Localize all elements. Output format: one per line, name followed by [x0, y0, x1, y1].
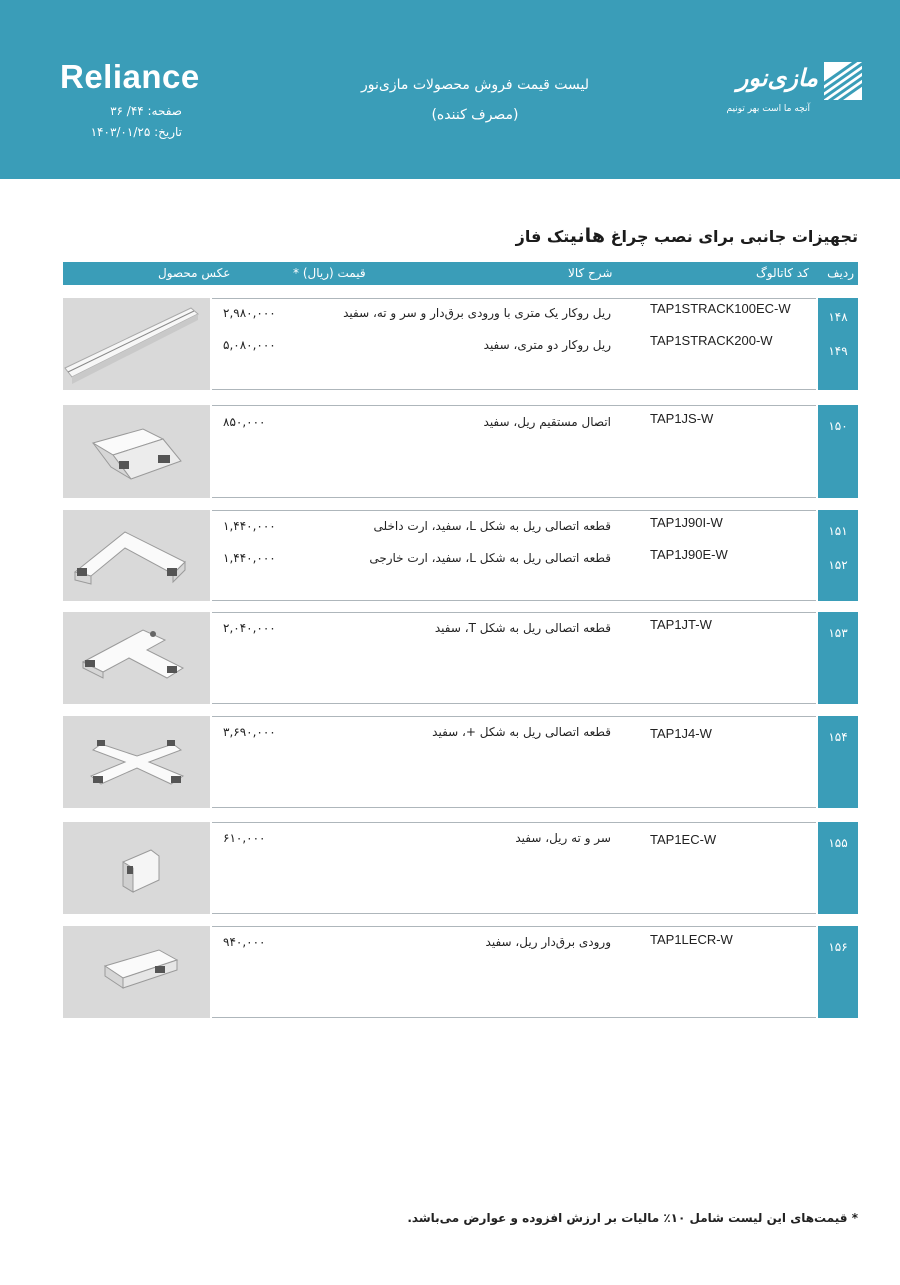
- product-group: [63, 822, 858, 914]
- row-number-cell: ۱۵۰: [828, 419, 848, 433]
- price-cell: ۹۴۰,۰۰۰: [223, 935, 266, 949]
- header-description: شرح کالا: [568, 266, 613, 280]
- page-info: [62, 101, 182, 143]
- table-header: [63, 262, 858, 285]
- product-group: [63, 926, 858, 1018]
- logo-wordmark: مازی‌نور: [736, 64, 818, 92]
- header-price: قیمت (ریال) *: [293, 266, 366, 280]
- section-title-prefix: تجهیزات جانبی برای نصب چراغ: [610, 227, 858, 246]
- product-group: [63, 405, 858, 498]
- section-title: [516, 225, 858, 247]
- catalog-code-cell: TAP1J90I-W: [650, 515, 723, 530]
- price-cell: ۲,۹۸۰,۰۰۰: [223, 306, 276, 320]
- company-logo: [722, 60, 862, 120]
- table-row: [63, 411, 858, 435]
- description-cell: ورودی برق‌دار ریل، سفید: [485, 935, 611, 949]
- catalog-code-cell: TAP1J90E-W: [650, 547, 728, 562]
- logo-mark-icon: [824, 62, 862, 100]
- document-title-line2: (مصرف کننده): [431, 107, 519, 123]
- table-row: [63, 617, 858, 641]
- table-row: [63, 333, 858, 358]
- document-date: تاریخ: ۱۴۰۳/۰۱/۲۵: [90, 125, 182, 139]
- price-cell: ۱,۴۴۰,۰۰۰: [223, 519, 276, 533]
- price-cell: ۳,۶۹۰,۰۰۰: [223, 725, 276, 739]
- catalog-code-cell: TAP1STRACK100EC-W: [650, 301, 791, 316]
- product-group: [63, 510, 858, 601]
- description-cell: قطعه اتصالی ریل به شکل +، سفید: [432, 725, 611, 739]
- table-row: [63, 515, 858, 539]
- product-group: [63, 612, 858, 704]
- catalog-code-cell: TAP1JS-W: [650, 411, 714, 426]
- page-number: صفحه: ۴۴/ ۳۶: [110, 104, 182, 118]
- description-cell: قطعه اتصالی ریل به شکل T، سفید: [434, 621, 611, 635]
- description-cell: ریل روکار یک متری با ورودی برق‌دار و سر و ته، سفید: [343, 306, 611, 320]
- logo-tagline: آنچه ما است بهر تونیم: [726, 104, 810, 114]
- table-row: [63, 725, 858, 745]
- row-number-cell: ۱۵۱: [828, 524, 848, 538]
- row-number-cell: ۱۵۵: [828, 836, 848, 850]
- catalog-code-cell: TAP1STRACK200-W: [650, 333, 773, 348]
- row-number-cell: ۱۴۹: [828, 344, 848, 358]
- price-cell: ۲,۰۴۰,۰۰۰: [223, 621, 276, 635]
- row-number-cell: ۱۵۶: [828, 940, 848, 954]
- price-footnote: * قیمت‌های این لیست شامل ۱۰٪ مالیات بر ارزش افزوده و عوارض می‌باشد.: [407, 1211, 858, 1225]
- product-group: [63, 716, 858, 808]
- description-cell: قطعه اتصالی ریل به شکل L، سفید، ارت خارجی: [369, 551, 611, 565]
- table-row: [63, 831, 858, 851]
- table-row: [63, 301, 858, 326]
- row-number-cell: ۱۵۲: [828, 558, 848, 572]
- row-number-cell: ۱۵۴: [828, 730, 848, 744]
- description-cell: ریل روکار دو متری، سفید: [483, 338, 611, 352]
- row-number-cell: ۱۴۸: [828, 310, 848, 324]
- table-row: [63, 547, 858, 572]
- catalog-code-cell: TAP1LECR-W: [650, 932, 733, 947]
- header-row-number: ردیف: [827, 266, 854, 280]
- description-cell: قطعه اتصالی ریل به شکل L، سفید، ارت داخلی: [373, 519, 611, 533]
- brand-name: Reliance: [60, 58, 200, 95]
- price-cell: ۱,۴۴۰,۰۰۰: [223, 551, 276, 565]
- section-title-suffix: تک فاز: [515, 227, 570, 246]
- table-row: [63, 932, 858, 955]
- product-group: [63, 298, 858, 390]
- document-title-line1: لیست قیمت فروش محصولات مازی‌نور: [361, 77, 589, 93]
- header-product-photo: عکس محصول: [158, 266, 231, 280]
- catalog-code-cell: TAP1EC-W: [650, 832, 717, 847]
- section-title-highlight: هانی: [569, 225, 605, 247]
- catalog-code-cell: TAP1J4-W: [650, 726, 712, 741]
- catalog-code-cell: TAP1JT-W: [650, 617, 712, 632]
- page-header: [0, 0, 900, 179]
- description-cell: اتصال مستقیم ریل، سفید: [483, 415, 611, 429]
- document-title: [300, 70, 650, 130]
- header-catalog-code: کد کاتالوگ: [756, 266, 809, 280]
- price-cell: ۸۵۰,۰۰۰: [223, 415, 266, 429]
- price-cell: ۶۱۰,۰۰۰: [223, 831, 266, 845]
- description-cell: سر و ته ریل، سفید: [515, 831, 611, 845]
- row-number-cell: ۱۵۳: [828, 626, 848, 640]
- price-cell: ۵,۰۸۰,۰۰۰: [223, 338, 276, 352]
